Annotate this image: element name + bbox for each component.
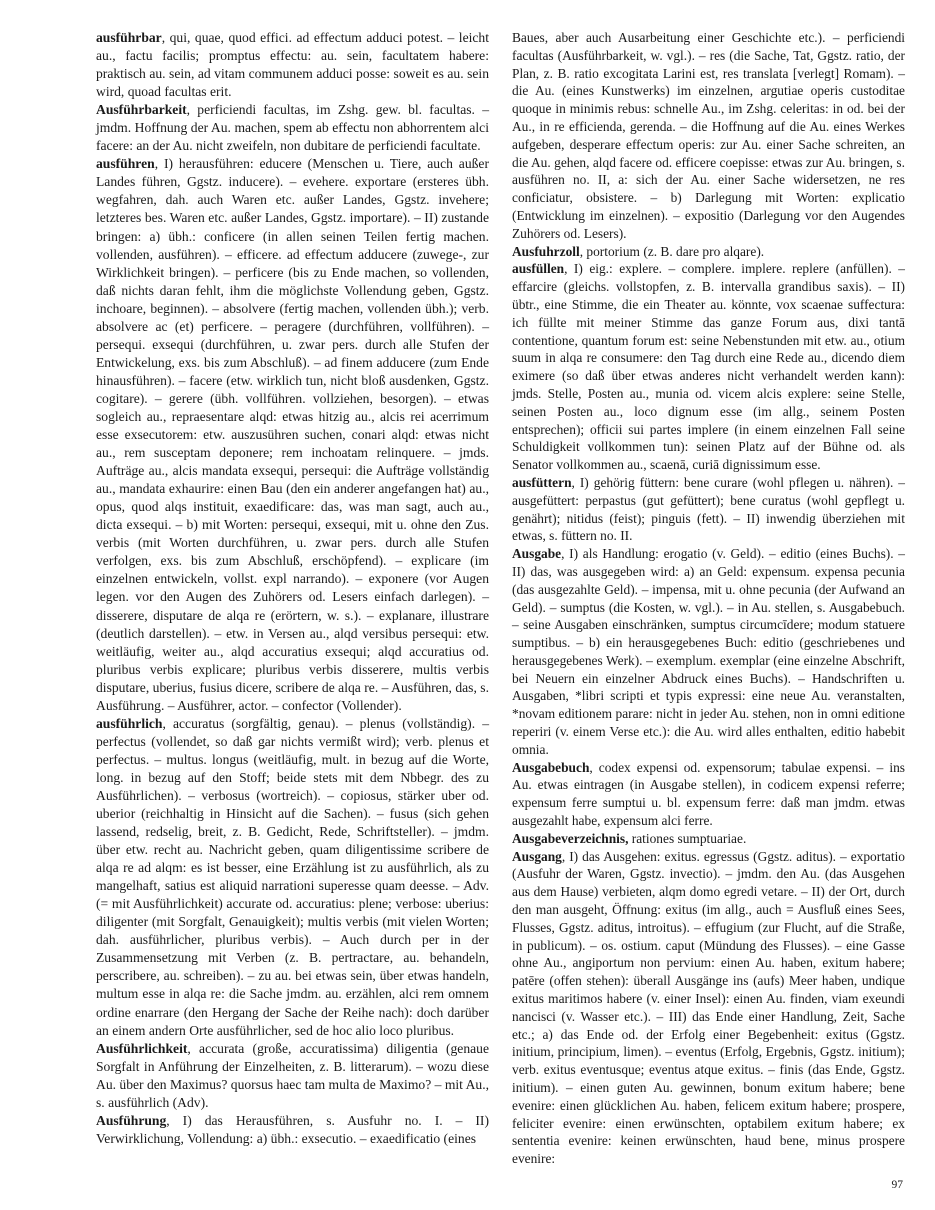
entry-body: , I) herausführen: educere (Menschen u. Tiere, auch außer Landes führen, Ggstz. inducere). – evehere. exportare (ersteres übh. wegfahren, dah. auch Waren etc. außer Landes, Ggstz. invehere; letzteres bes. Waren etc. außer Landes, Ggstz. importare). – II) zustande bringen: a) übh.: conficere (in allen seinen Teilen fertig machen. vollenden, ausführen). – efficere. ad effectum adducere (zuwege-, zur Wirklichkeit bringen). – perficere (bis zu Ende machen, so vollenden, daß nichts daran fehlt, ihm die möglichste Vollendung geben, Ggstz. inchoare, beginnen). – absolvere (fertig machen, vollenden übh.); verb. absolvere ac (et) perficere. – peragere (durchführen, vollführen). – persequi. exsequi (durchführen, u. zwar pers. durch alle Stufen der Entwickelung, exs. bis zum Abschluß). – ad finem adducere (zum Ende hinausführen). – facere (etw. wirklich tun, nicht bloß ausdenken, Ggstz. cogitare). – gerere (übh. vollführen. vollziehen, besorgen). – etwas sogleich au., repraesentare alqd: etwas hitzig au., alcis rei acerrimum esse exsecutorem: etw. auszusühren suchen, conari alqd: etwas nicht au., rem susceptam deponere; rem inchoatam relinquere. – jmds. Aufträge au., alcis mandata exsequi, persequi: die Aufträge vollständig au., mandata exhaurire: einen Bau (den ein anderer angefangen hat) au., opus, quod alqs instituit, exaedificare: das, was man sagt, auch au., dicta exsequi. – b) mit Worten: persequi, exsequi, mit u. ohne den Zus. verbis (mit Worten durchführen, u. zwar pers. durch alle Stufen verfolgen, exs. bis zum Abschluß, erschöpfend). – explicare (im einzelnen entwickeln, vollst. expl narrando). – exponere (vor Augen legen. vor den Augen des Zuhörers od. Lesers einfach darlegen). – disserere, disputare de alqa re (erörtern, w. s.). – explanare, illustrare (deutlich darstellen). – etw. in Versen au., alqd versibus persequi: etw. weitläufig, weiter au., alqd accuratius exsequi; alqd accuratius od. pluribus verbis explicare; pluribus verbis disserere, multis verbis disputare, uberius, fusius dicere, scribere de alqa re. – Ausführen, das, s. Ausführung. – Ausführer, actor. – confector (Vollender).	[96, 156, 489, 713]
entry-body: , perficiendi facultas, im Zshg. gew. bl. facultas. – jmdm. Hoffnung der Au. machen, spem ab effectu non abhorrentem alci facere: an der Au. nicht zweifeln, non dubitare de perficiendi facultate.	[96, 102, 489, 154]
entry-body: , accurata (große, accuratissima) diligentia (genaue Sorgfalt in Anführung der Einzelheiten, z. B. litterarum). – wozu diese Au. über den Maximus? quorsus haec tam multa de Maximo? – mit Au., s. ausführlich (Adv).	[96, 1040, 490, 1110]
headword: Ausführbarkeit	[96, 102, 187, 118]
headword: Ausgabe	[512, 546, 562, 562]
headword: Ausgabeverzeichnis,	[512, 830, 629, 846]
entry-body: , I) eig.: explere. – complere. implere. replere (anfüllen). – effarcire (gleichs. vollstopfen, z. B. intervalla grandibus saxis). – II) übtr., eine Stimme, die ein Theater au. könnte, vox scaenae suffectura: ich füllte mit meiner Stimme das ganze Forum aus, dixi tantā contentione, quantum forum est: seine Nebenstunden mit etw. au., otium suum in alqa re consumere: den Tag durch eine Rede au., dicendo diem eximere (so daß über etwas anderes nicht verhandelt werden kann): jmds. Stelle, Posten au., munia od. vicem alcis explere: seine Stelle, seinen Posten au., loco dignum esse (im allg., seinem Posten entsprechen); officii sui partes implere (in einem einzelnen Fall seine Schuldigkeit vollkommen tun): seinen Platz auf der Bühne od. als Senator vollkommen au., scaenā, curiā dignissimum esse.	[512, 261, 905, 473]
entry-ausfuehren	[96, 155, 489, 714]
entry-ausfuehrbar	[96, 29, 489, 101]
entry-ausgang	[512, 848, 905, 1168]
headword: Ausführung	[96, 1112, 167, 1128]
headword: ausfüttern	[512, 474, 572, 490]
entry-body: , accuratus (sorgfältig, genau). – plenus (vollständig). – perfectus (vollendet, so daß gar nichts vermißt wird); verb. plenus et perfectus. – multus. longus (weitläufig, mult. in bezug auf die Worte, long. in bezug auf den Stoff; beide stets mit dem Nbbegr. des zu Ausführlichen). – verbosus (wortreich). – copiosus, stärker uber od. uberior (reichhaltig in Hinsicht auf die Sachen). – fusus (sich gehen lassend, redselig, breit, z. B. Gedicht, Rede, Schriftsteller). – jmdm. über etw. recht au. Nachricht geben, quam diligentissime scribere de alqa re ad alqm: es ist besser, eine Erzählung ist zu ausführlich, als zu mangelhaft, satius est aliquid narrationi superesse quam deesse. – Adv. (= mit Ausführlichkeit) accurate od. accuratius: plene; verbose: uberius: diligenter (mit Sorgfalt, Genauigkeit); multis verbis (mit vielen Worten; dah. ausführlicher, pluribus verbis). – Auch durch per in der Zusammensetzung mit Verben (z. B. pertractare, au. behandeln, perscribere, au. schreiben). – zu au. bei etwas sein, über etwas handeln, multum esse in alqa re: die Sache jmdm. au. erzählen, alci rem omnem ordine enarrare (den Hergang der Sache der Reihe nach): doch darüber an einem andern Orte ausführlicher, sed de hoc alio loco pluribus.	[96, 715, 489, 1038]
entry-ausfuehrung-cont	[512, 29, 905, 243]
entry-ausfuettern	[512, 474, 905, 545]
headword: ausführlich	[96, 715, 163, 731]
entry-body: , I) gehörig füttern: bene curare (wohl pflegen u. nähren). – ausgefüttert: perpastus (gut gefüttert); bene curatus (wohl gepflegt u. genährt); nitidus (feist); pinguis (fett). – II) inwendig überziehen mit etwas, s. füttern no. II.	[512, 474, 905, 544]
entry-ausfuhrzoll	[512, 243, 905, 261]
right-column	[512, 29, 905, 1168]
entry-ausgabe	[512, 545, 905, 759]
entry-body: , portorium (z. B. dare pro alqare).	[579, 243, 765, 259]
entry-body: , I) das Ausgehen: exitus. egressus (Ggstz. aditus). – exportatio (Ausfuhr der Waren, Ggstz. invectio). – jmdm. den Au. (das Ausgehen aus dem Hause) verbieten, alqm domo egredi vetare. – II) der Ort, durch den man ausgeht, Öffnung: exitus (im allg., auch = Ausfluß eines Sees, Flusses, Ggstz. aditus, introitus). – effugium (zur Flucht, auf die Straße, in publicum). – os. ostium. caput (Mündung des Flusses). – eine Gasse ohne Au., angiportum non pervium: einen Au. haben, exitum habere; patēre (offen stehen): überall Ausgänge ins (aufs) Meer haben, undique exitus maritimos habere (v. einer Insel): einen Au. finden, viam exeundi nancisci (v. Wasser etc.). – III) das Ende einer Handlung, Zeit, Sache etc.; a) das Ende od. der Erfolg einer Begebenheit: exitus (Ggstz. initium, principium, limen). – eventus (Erfolg, Ergebnis, Ggstz. initium); verb. exitus eventusque; eventus atque exitus. – finis (das Ende, Ggstz. initium). – einen guten Au. gewinnen, bonum exitum habere; bene evenire: einen glücklichen Au. haben, felicem exitum habere; prospere, feliciter evenire: einen erwünschten, optabilem exitum habere; ex sententia evenire: keinen erwünschten, haud bene, minus prospere evenire:	[512, 848, 905, 1167]
left-column	[96, 29, 489, 1148]
entry-body: , I) das Herausführen, s. Ausfuhr no. I. – II) Verwirklichung, Vollendung: a) übh.: exsecutio. – exaedificatio (eines	[96, 1112, 489, 1146]
headword: Ausgang	[512, 848, 562, 864]
entry-ausfuehrung	[96, 1112, 489, 1148]
entry-body: , I) als Handlung: erogatio (v. Geld). – editio (eines Buchs). – II) das, was ausgegeben wird: a) an Geld: expensum. expensa pecunia (das ausgezahlte Geld). – impensa, mit u. ohne pecunia (der Aufwand an Geld). – sumptus (die Kosten, w. vgl.). – in Au. stellen, s. Ausgabebuch. – seine Ausgaben einschränken, sumptus circumcīdere; modum statuere sumptibus. – b) ein herausgegebenes Buch: editio (geschriebenes und herausgegebenes Werk). – exemplum. exemplar (eine einzelne Abschrift, bei Neuern ein einzelner Abdruck eines Buchs). – Handschriften u. Ausgaben, *libri scripti et typis expressi: eine neue Au. veranstalten, *novam editionem parare: nicht in jeder Au. stehen, non in omni editione reperiri (v. einem Verse etc.): die Au. wird alles enthalten, editio habebit omnia.	[512, 546, 905, 757]
entry-ausfuellen	[512, 260, 905, 474]
entry-body: rationes sumptuariae.	[628, 830, 747, 846]
entry-body: , qui, quae, quod effici. ad effectum adduci potest. – leicht au., factu facilis; promptus effectu: au. sein, facultatem habere: praktisch au. sein, ad vitam communem adduci posse: soweit es au. sein wird, quoad facultas erit.	[96, 30, 489, 100]
entry-ausgabebuch	[512, 759, 905, 830]
headword: Ausfuhrzoll	[512, 243, 580, 259]
headword: ausfüllen	[512, 261, 565, 277]
entry-ausfuehrlich	[96, 715, 489, 1040]
headword: Ausführlichkeit	[96, 1040, 188, 1056]
entry-ausfuehrbarkeit	[96, 101, 489, 155]
headword: Ausgabebuch	[512, 759, 590, 775]
headword: ausführen	[96, 156, 155, 172]
entry-ausfuehrlichkeit	[96, 1040, 489, 1112]
entry-body: Baues, aber auch Ausarbeitung einer Geschichte etc.). – perficiendi facultas (Ausführbarkeit, w. vgl.). – res (die Sache, Tat, Ggstz. ratio, der Plan, z. B. ratio excogitata Larini est, res translata [verlegt] Romam). – die Au. (eines Kunstwerks) im einzelnen, argutiae operis custoditae quoque in minimis rebus: schnelle Au., im Zshg. celeritas: in od. bei der Au., in re efficienda, gerenda. – die Hoffnung auf die Au. eines Werkes aufgeben, desperare effectum operis: zur Au. einer Sache schreiten, an die Au. gehen, alqd facere od. efficere coepisse: etwas zur Au. bringen, s. ausführen no. II, a: sich der Au. einer Sache widersetzen, ne res conficiatur, obsistere. – b) Darlegung mit Worten: explicatio (Entwicklung im einzelnen). – expositio (Darlegung vor den Augendes Zuhörers od. Lesers).	[512, 30, 905, 241]
headword: ausführbar	[96, 30, 162, 45]
page-number: 97	[891, 1179, 903, 1191]
entry-ausgabeverzeichnis	[512, 830, 905, 848]
entry-body: , codex expensi od. expensorum; tabulae expensi. – ins Au. etwas eintragen (in Ausgabe stellen), in codicem expensi referre; expensum ferre sumptui u. bl. expensum ferre: daß man jmdm. etwas ausgezahlt habe, expensum alci ferre.	[512, 759, 905, 829]
